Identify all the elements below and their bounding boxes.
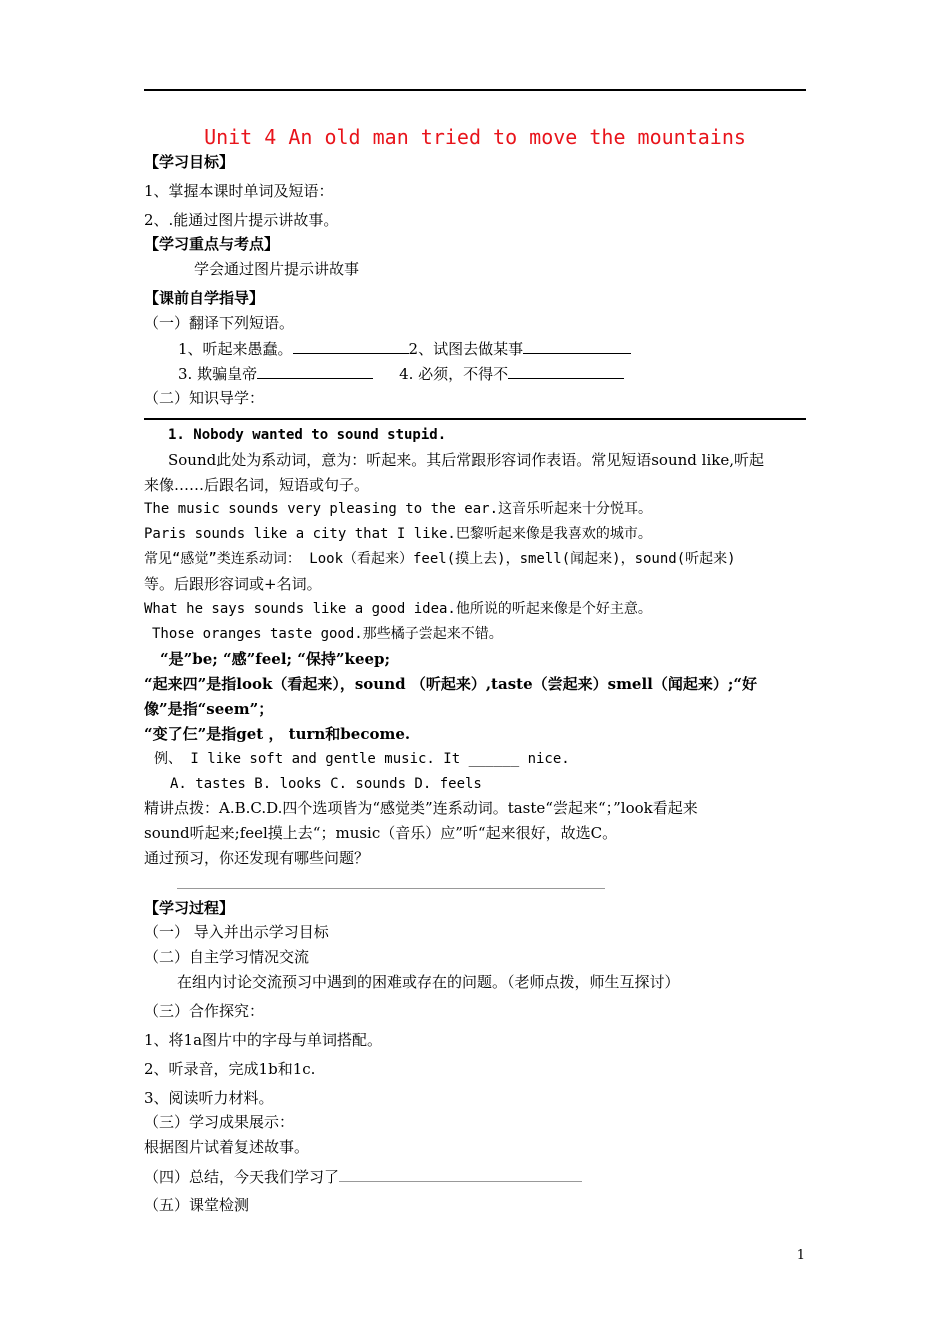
example-sentence: The music sounds very pleasing to the ear.这音乐听起来十分悦耳。 [144, 501, 653, 517]
rule-line: 像”是指“seem”； [144, 700, 274, 718]
process-step: （四）总结，今天我们学习了 [144, 1168, 340, 1186]
summary-row [144, 1166, 582, 1187]
process-step: （一） 导入并出示学习目标 [144, 923, 329, 941]
example-options: A. tastes B. looks C. sounds D. feels [170, 776, 482, 792]
explanation: sound听起来;feel摸上去“；music（音乐）应”听“起来很好，故选C。 [144, 824, 618, 842]
rule-line: “是”be; “感”feel; “保持”keep; [160, 650, 391, 668]
example-sentence: Paris sounds like a city that I like.巴黎听起来像是我喜欢的城市。 [144, 526, 652, 542]
preview-part2: （二）知识导学： [144, 389, 265, 407]
page-title: Unit 4 An old man tried to move the mountains [204, 125, 746, 149]
focus-text: 学会通过图片提示讲故事 [194, 260, 360, 278]
knowledge-text: 来像……后跟名词，短语或句子。 [144, 476, 370, 494]
answer-blank-2[interactable] [523, 338, 631, 354]
top-rule [144, 89, 806, 91]
example-question: 例、 I like soft and gentle music. It ______ nice. [154, 751, 570, 767]
answer-blank-3[interactable] [257, 363, 373, 379]
rule-line: “起来四”是指look（看起来），sound （听起来）,taste（尝起来）smell（闻起来）;“好 [144, 675, 758, 693]
task-item: 3、阅读听力材料。 [144, 1089, 274, 1107]
explanation: 精讲点拨：A.B.C.D.四个选项皆为“感觉类”连系动词。taste“尝起来“；”look看起来 [144, 799, 698, 817]
preview-part1: （一）翻译下列短语。 [144, 314, 295, 332]
preview-heading: 【课前自学指导】 [144, 289, 265, 307]
question-answer-line[interactable] [177, 888, 605, 889]
preview-question: 通过预习，你还发现有哪些问题？ [144, 849, 370, 867]
phrase-3: 3. 欺骗皇帝 [178, 365, 258, 383]
process-text: 根据图片试着复述故事。 [144, 1138, 310, 1156]
process-step: （二）自主学习情况交流 [144, 948, 310, 966]
knowledge-point-title: 1. Nobody wanted to sound stupid. [168, 427, 447, 443]
process-heading: 【学习过程】 [144, 899, 235, 917]
knowledge-text: 等。后跟形容词或+名词。 [144, 575, 322, 593]
phrase-row-1 [178, 338, 631, 359]
example-sentence: Those oranges taste good.那些橘子尝起来不错。 [152, 626, 503, 642]
knowledge-text: 常见“感觉”类连系动词： Look（看起来）feel(摸上去)，smell(闻起来)，sound(听起来) [144, 551, 736, 567]
objectives-heading: 【学习目标】 [144, 153, 235, 171]
objective-item: 2、.能通过图片提示讲故事。 [144, 211, 339, 229]
task-item: 1、将1a图片中的字母与单词搭配。 [144, 1031, 383, 1049]
example-sentence: What he says sounds like a good idea.他所说的听起来像是个好主意。 [144, 601, 652, 617]
answer-blank-4[interactable] [508, 363, 624, 379]
knowledge-text: Sound此处为系动词，意为：听起来。其后常跟形容词作表语。常见短语sound like,听起 [168, 451, 764, 469]
phrase-row-2 [178, 363, 624, 384]
page-number: 1 [796, 1248, 805, 1263]
rule-line: “变了仨”是指get ， turn和become. [144, 725, 411, 743]
process-step: （三）合作探究： [144, 1002, 265, 1020]
summary-blank[interactable] [339, 1166, 582, 1182]
process-step: （五）课堂检测 [144, 1196, 250, 1214]
objective-item: 1、掌握本课时单词及短语： [144, 182, 334, 200]
section-rule [144, 418, 806, 420]
process-step: （三）学习成果展示： [144, 1113, 295, 1131]
phrase-2: 2、试图去做某事 [408, 340, 524, 358]
focus-heading: 【学习重点与考点】 [144, 235, 280, 253]
phrase-1: 1、听起来愚蠢。 [178, 340, 293, 358]
task-item: 2、听录音，完成1b和1c. [144, 1060, 316, 1078]
answer-blank-1[interactable] [293, 338, 409, 354]
process-text: 在组内讨论交流预习中遇到的困难或存在的问题。（老师点拨，师生互探讨） [177, 973, 680, 991]
phrase-4: 4. 必须，不得不 [399, 365, 509, 383]
